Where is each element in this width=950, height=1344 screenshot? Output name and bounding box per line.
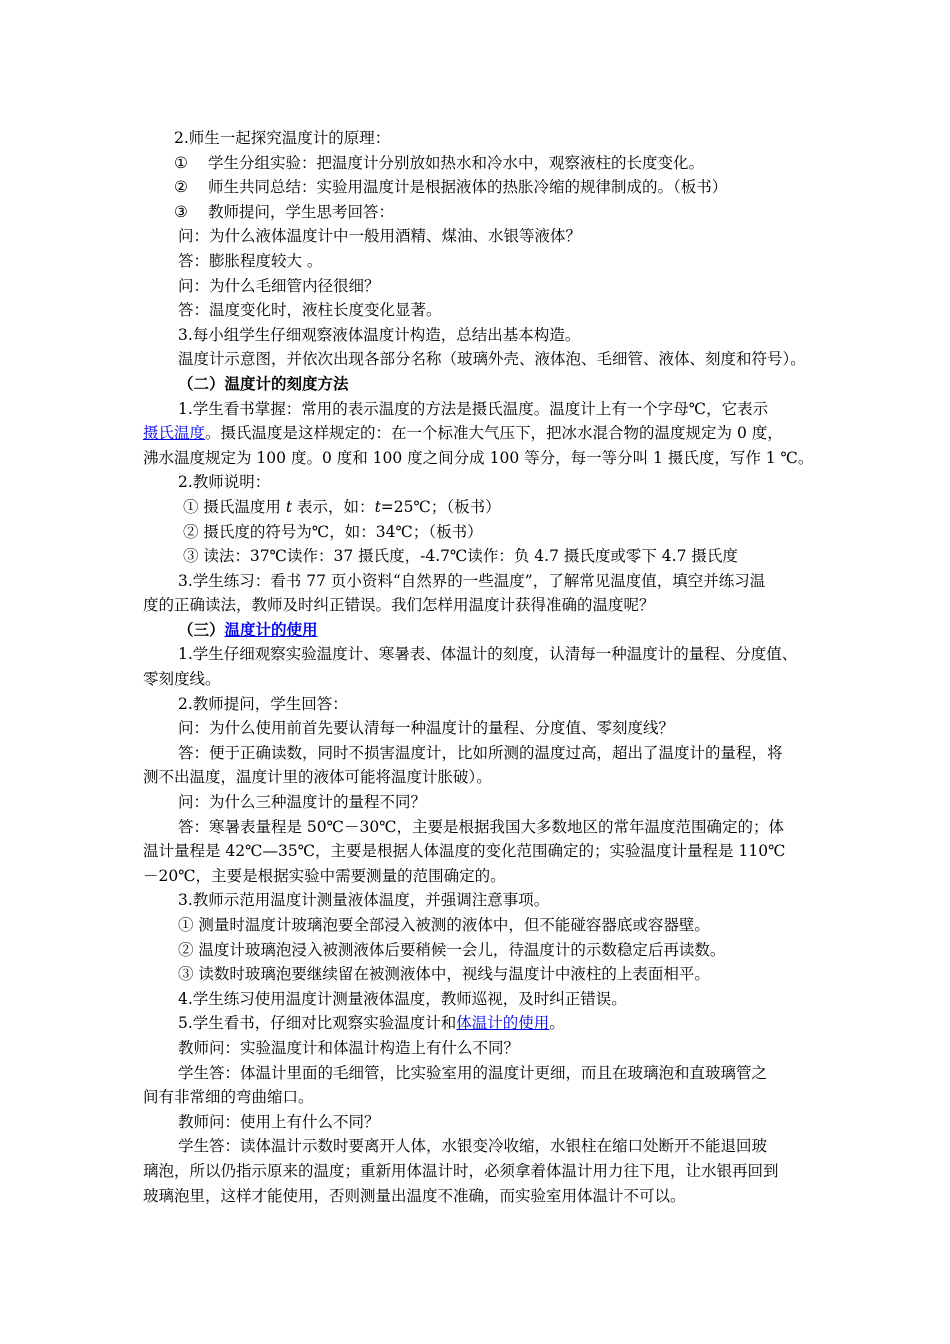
question-line: 教师问：实验温度计和体温计构造上有什么不同？ bbox=[178, 1038, 520, 1057]
paragraph: 3.学生练习：看书 77 页小资料“自然界的一些温度”，了解常见温度值，填空并练习温 bbox=[178, 571, 766, 590]
question-line: 问：为什么液体温度计中一般用酒精、煤油、水银等液体？ bbox=[178, 227, 582, 246]
list-item: ③ 教师提问，学生思考回答： bbox=[143, 200, 813, 225]
paragraph-continuation: 间有非常细的弯曲缩口。 bbox=[143, 1088, 314, 1107]
list-item: ① 学生分组实验：把温度计分别放如热水和冷水中，观察液柱的长度变化。 bbox=[143, 151, 813, 176]
paragraph-continuation: 璃泡，所以仍指示原来的温度；重新用体温计时，必须拿着体温计用力往下甩，让水银再回到 bbox=[143, 1161, 779, 1180]
paragraph: 2.教师说明： bbox=[178, 473, 271, 492]
list-marker: ② bbox=[174, 178, 188, 197]
answer-line: 答：便于正确读数，同时不损害温度计，比如所测的温度过高，超出了温度计的量程，将 bbox=[178, 743, 783, 762]
list-item: ① 摄氏温度用 t 表示，如：t=25℃；（板书） bbox=[183, 497, 501, 516]
answer-line: 答：寒暑表量程是 50℃－30℃，主要是根据我国大多数地区的常年温度范围确定的；体 bbox=[178, 817, 785, 836]
section-heading: （三）温度计的使用 bbox=[178, 619, 318, 639]
paragraph-continuation: －20℃，主要是根据实验中需要测量的范围确定的。 bbox=[143, 866, 506, 885]
list-item: ③ 读法：37℃读作：37 摄氏度，-4.7℃读作：负 4.7 摄氏度或零下 4.7 摄氏度 bbox=[183, 547, 738, 566]
celsius-link[interactable]: 摄氏温度 bbox=[143, 424, 206, 443]
paragraph: 1.学生看书掌握：常用的表示温度的方法是摄氏温度。温度计上有一个字母℃，它表示 bbox=[178, 399, 769, 418]
paragraph-continuation: 摄氏温度。摄氏温度是这样规定的：在一个标准大气压下，把冰水混合物的温度规定为 0 度， bbox=[143, 424, 783, 443]
document-body bbox=[143, 126, 813, 1208]
answer-line: 答：膨胀程度较大 。 bbox=[178, 251, 323, 270]
answer-line: 学生答：体温计里面的毛细管，比实验室用的温度计更细，而且在玻璃泡和直玻璃管之 bbox=[178, 1063, 768, 1082]
paragraph-continuation: 度的正确读法，教师及时纠正错误。我们怎样用温度计获得准确的温度呢？ bbox=[143, 596, 655, 615]
answer-line: 学生答：读体温计示数时要离开人体，水银变冷收缩，水银柱在缩口处断开不能退回玻 bbox=[178, 1137, 768, 1156]
section-heading: （二）温度计的刻度方法 bbox=[178, 373, 349, 393]
paragraph: 2.师生一起探究温度计的原理： bbox=[174, 129, 391, 147]
question-line: 问：为什么使用前首先要认清每一种温度计的量程、分度值、零刻度线？ bbox=[178, 719, 675, 738]
paragraph-continuation: 零刻度线。 bbox=[143, 670, 221, 689]
paragraph: 1.学生仔细观察实验温度计、寒暑表、体温计的刻度，认清每一种温度计的量程、分度值、 bbox=[178, 645, 798, 664]
paragraph: 3.教师示范用温度计测量液体温度，并强调注意事项。 bbox=[178, 891, 550, 910]
answer-line: 答：温度变化时，液柱长度变化显著。 bbox=[178, 301, 442, 320]
paragraph-continuation: 玻璃泡里，这样才能使用，否则测量出温度不准确，而实验室用体温计不可以。 bbox=[143, 1186, 686, 1205]
paragraph-continuation: 沸水温度规定为 100 度。0 度和 100 度之间分成 100 等分，每一等分叫 1 摄氏度，写作 1 ℃。 bbox=[143, 448, 814, 467]
question-line: 教师问：使用上有什么不同？ bbox=[178, 1112, 380, 1131]
list-item: ③ 读数时玻璃泡要继续留在被测液体中，视线与温度计中液柱的上表面相平。 bbox=[178, 965, 710, 984]
paragraph: 3.每小组学生仔细观察液体温度计构造，总结出基本构造。 bbox=[178, 325, 581, 344]
list-marker: ③ bbox=[174, 202, 188, 221]
list-item: ① 测量时温度计玻璃泡要全部浸入被测的液体中，但不能碰容器底或容器壁。 bbox=[178, 916, 710, 934]
paragraph: 5.学生看书，仔细对比观察实验温度计和体温计的使用。 bbox=[178, 1014, 565, 1033]
list-item: ② 温度计玻璃泡浸入被测液体后要稍候一会儿，待温度计的示数稳定后再读数。 bbox=[178, 940, 726, 959]
question-line: 问：为什么毛细管内径很细？ bbox=[178, 276, 380, 295]
paragraph: 2.教师提问，学生回答： bbox=[178, 694, 348, 713]
paragraph: 温度计示意图，并依次出现各部分名称（玻璃外壳、液体泡、毛细管、液体、刻度和符号）。 bbox=[178, 350, 806, 369]
paragraph: 4.学生练习使用温度计测量液体温度，教师巡视，及时纠正错误。 bbox=[178, 989, 627, 1008]
question-line: 问：为什么三种温度计的量程不同？ bbox=[178, 793, 427, 812]
paragraph-continuation: 测不出温度，温度计里的液体可能将温度计胀破）。 bbox=[143, 768, 492, 787]
list-marker: ① bbox=[174, 153, 188, 172]
list-item: ② 师生共同总结：实验用温度计是根据液体的热胀冷缩的规律制成的。（板书） bbox=[143, 175, 813, 200]
clinical-thermometer-link[interactable]: 体温计的使用 bbox=[456, 1014, 550, 1033]
thermometer-usage-link[interactable]: 温度计的使用 bbox=[224, 619, 318, 639]
list-item: ② 摄氏度的符号为℃，如：34℃；（板书） bbox=[183, 522, 483, 541]
paragraph-continuation: 温计量程是 42℃—35℃，主要是根据人体温度的变化范围确定的；实验温度计量程是 110℃ bbox=[143, 842, 786, 861]
